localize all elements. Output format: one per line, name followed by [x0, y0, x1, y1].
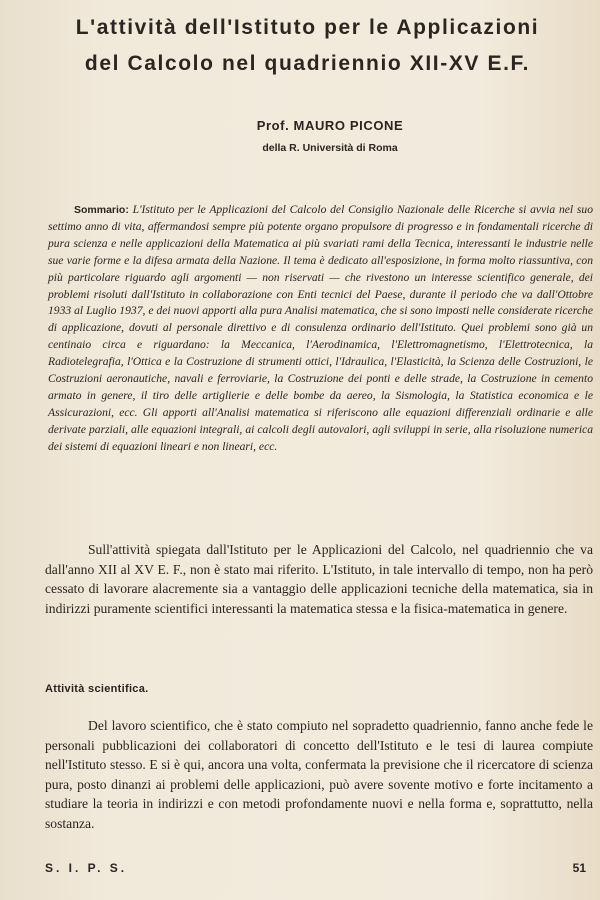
article-title [20, 10, 595, 82]
body-paragraph-1: Sull'attività spiegata dall'Istituto per le Applicazioni del Calcolo, nel quadriennio che va dall'anno XII al XV E. F., non è stato mai riferito. L'Istituto, in tale intervallo di tempo, non ha però cessato di lavorare alacremente sia a vantaggio delle applicazioni tecniche della matematica, sia in indirizzi puramente scientifici interessanti la matematica stessa e la fisica-matematica in genere. [45, 542, 593, 616]
author-block [200, 117, 460, 161]
abstract [48, 202, 593, 456]
body-paragraph-2: Del lavoro scientifico, che è stato compiuto nel sopradetto quadriennio, fanno anche fede le personali pubblicazioni dei collaboratori di concetto dell'Istituto e le tesi di laurea compiute nell'Istituto stesso. E si è qui, ancora una volta, confermata la previsione che il ricercatore di scienza pura, posto dinanzi ai problemi delle applicazioni, può avere sovente motivo e forte incitamento a studiare la teoria in indirizzi e con metodi profondamente nuovi e nella forma e, soprattutto, nella sostanza. [45, 718, 593, 831]
title-line-2: del Calcolo nel quadriennio XII-XV E.F. [84, 52, 531, 75]
author-name: Prof. MAURO PICONE [256, 118, 404, 133]
page-number: 51 [572, 861, 586, 875]
title-line-1: L'attività dell'Istituto per le Applicazioni [75, 16, 540, 39]
author-affiliation: della R. Università di Roma [262, 142, 398, 154]
section-heading: Attività scientifica. [45, 683, 149, 695]
journal-footer: S. I. P. S. [45, 861, 128, 875]
abstract-text: L'Istituto per le Applicazioni del Calcolo del Consiglio Nazionale delle Ricerche si avvia nel suo settimo anno di vita, affermandosi sempre più potente organo propulsore di progresso e in fondamentali ricerche di pura scienza e nelle applicazioni della Matematica ai più svariati rami della Tecnica, interessanti le industrie nelle sue varie forme e la difesa armata della Nazione. Il tema è dedicato all'esposizione, in forma molto riassuntiva, con più particolare riguardo agli argomenti — non riservati — che rivestono un interesse scientifico generale, dei problemi risoluti dall'Istituto in collaborazione con Enti tecnici del Paese, durante il periodo che va dall'Ottobre 1933 al Luglio 1937, e dei nuovi apporti alla pura Analisi matematica, che si sono imposti nelle considerate ricerche di applicazione, dovuti al personale direttivo e di consulenza ordinario dell'Istituto. Quei problemi sono già un centinaio circa e riguardano: la Meccanica, l'Aerodinamica, l'Elettromagnetismo, l'Elettrotecnica, la Radiotelegrafia, l'Ottica e la Costruzione di strumenti ottici, l'Idraulica, l'Elasticità, la Scienza delle Costruzioni, le Costruzioni aeronautiche, navali e ferroviarie, la Costruzione dei ponti e delle strade, la Costruzione in cemento armato in genere, il tiro delle artiglierie e delle bombe da aereo, la Sismologia, la Statistica economica e le Assicurazioni, ecc. Gli apporti all'Analisi matematica si riferiscono alle equazioni differenziali ordinarie e alle derivate parziali, alle equazioni integrali, ai calcoli degli autovalori, agli sviluppi in serie, alla risoluzione numerica dei sistemi di equazioni lineari e non lineari, ecc. [48, 203, 593, 453]
abstract-label: Sommario: [74, 204, 129, 216]
